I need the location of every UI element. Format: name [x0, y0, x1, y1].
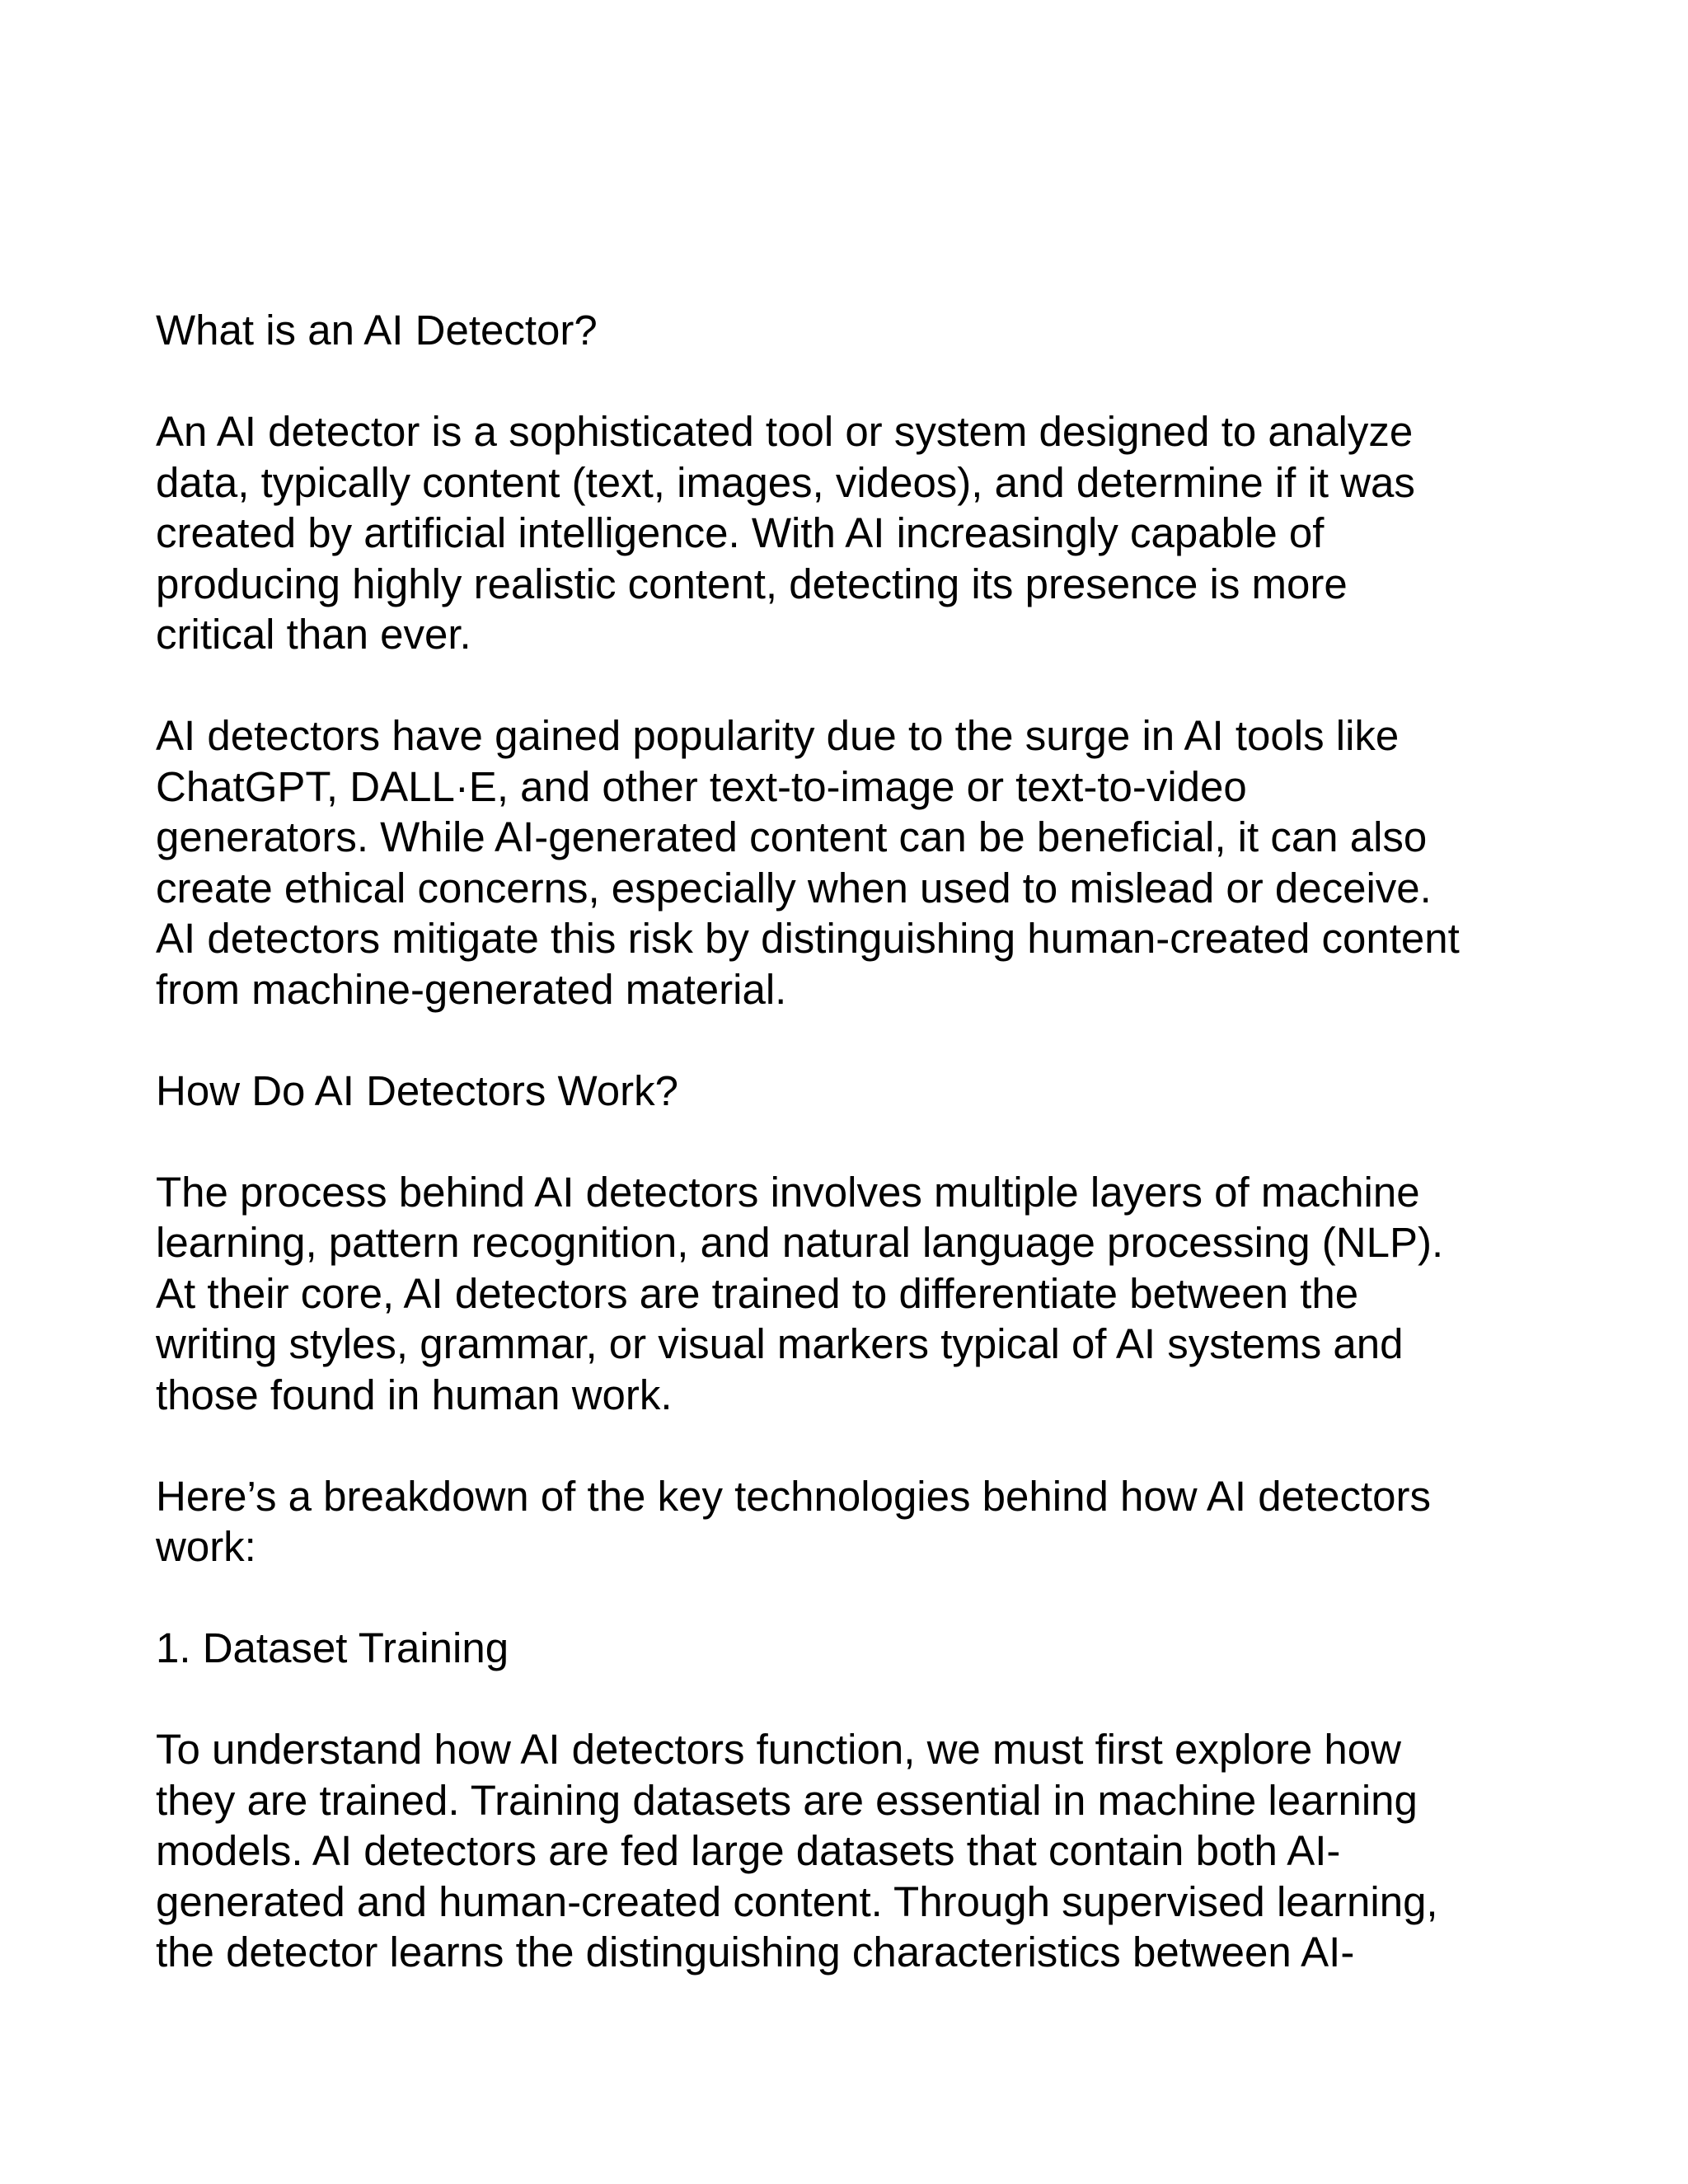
paragraph-line: producing highly realistic content, detecting its presence is more — [156, 560, 1348, 607]
paragraph-line: An AI detector is a sophisticated tool or system designed to analyze — [156, 408, 1414, 455]
paragraph-spacer — [156, 1420, 1557, 1471]
paragraph-line: critical than ever. — [156, 611, 471, 658]
paragraph-line: To understand how AI detectors function, we must first explore how — [156, 1726, 1401, 1773]
paragraph-line: models. AI detectors are fed large datasets that contain both AI- — [156, 1827, 1341, 1874]
paragraph-process — [156, 1167, 1557, 1421]
paragraph-line: from machine-generated material. — [156, 965, 787, 1013]
paragraph-line: those found in human work. — [156, 1371, 673, 1418]
paragraph-line: the detector learns the distinguishing characteristics between AI- — [156, 1929, 1355, 1975]
paragraph-line: generated and human-created content. Through supervised learning, — [156, 1877, 1438, 1925]
paragraph-line: data, typically content (text, images, videos), and determine if it was — [156, 458, 1415, 506]
paragraph-breakdown-intro — [156, 1471, 1557, 1572]
section-heading-dataset-training: 1. Dataset Training — [156, 1624, 509, 1671]
paragraph-line: writing styles, grammar, or visual markers typical of AI systems and — [156, 1320, 1404, 1367]
paragraph-popularity — [156, 710, 1557, 1015]
paragraph-spacer — [156, 1572, 1557, 1624]
document-body — [156, 305, 1557, 1978]
paragraph-spacer — [156, 660, 1557, 711]
paragraph-line: work: — [156, 1523, 256, 1570]
paragraph-line: created by artificial intelligence. With AI increasingly capable of — [156, 509, 1325, 556]
paragraph-line: create ethical concerns, especially when used to mislead or deceive. — [156, 864, 1432, 912]
paragraph-line: At their core, AI detectors are trained to differentiate between the — [156, 1269, 1359, 1317]
paragraph-line: ChatGPT, DALL·E, and other text-to-image or text-to-video — [156, 762, 1247, 810]
paragraph-line: generators. While AI-generated content can be beneficial, it can also — [156, 813, 1428, 860]
paragraph-line: The process behind AI detectors involves multiple layers of machine — [156, 1168, 1420, 1216]
paragraph-definition — [156, 406, 1557, 660]
paragraph-spacer — [156, 356, 1557, 407]
section-heading-how-detectors-work: How Do AI Detectors Work? — [156, 1066, 678, 1114]
paragraph-line: they are trained. Training datasets are essential in machine learning — [156, 1776, 1418, 1824]
section-heading-what-is-ai-detector: What is an AI Detector? — [156, 307, 598, 354]
paragraph-spacer — [156, 1015, 1557, 1066]
paragraph-line: Here’s a breakdown of the key technologies behind how AI detectors — [156, 1472, 1432, 1520]
paragraph-line: AI detectors mitigate this risk by distinguishing human-created content — [156, 915, 1460, 962]
paragraph-spacer — [156, 1674, 1557, 1725]
paragraph-spacer — [156, 1116, 1557, 1167]
paragraph-line: learning, pattern recognition, and natural language processing (NLP). — [156, 1219, 1444, 1266]
paragraph-line: AI detectors have gained popularity due to the surge in AI tools like — [156, 712, 1400, 759]
paragraph-training — [156, 1724, 1557, 1978]
